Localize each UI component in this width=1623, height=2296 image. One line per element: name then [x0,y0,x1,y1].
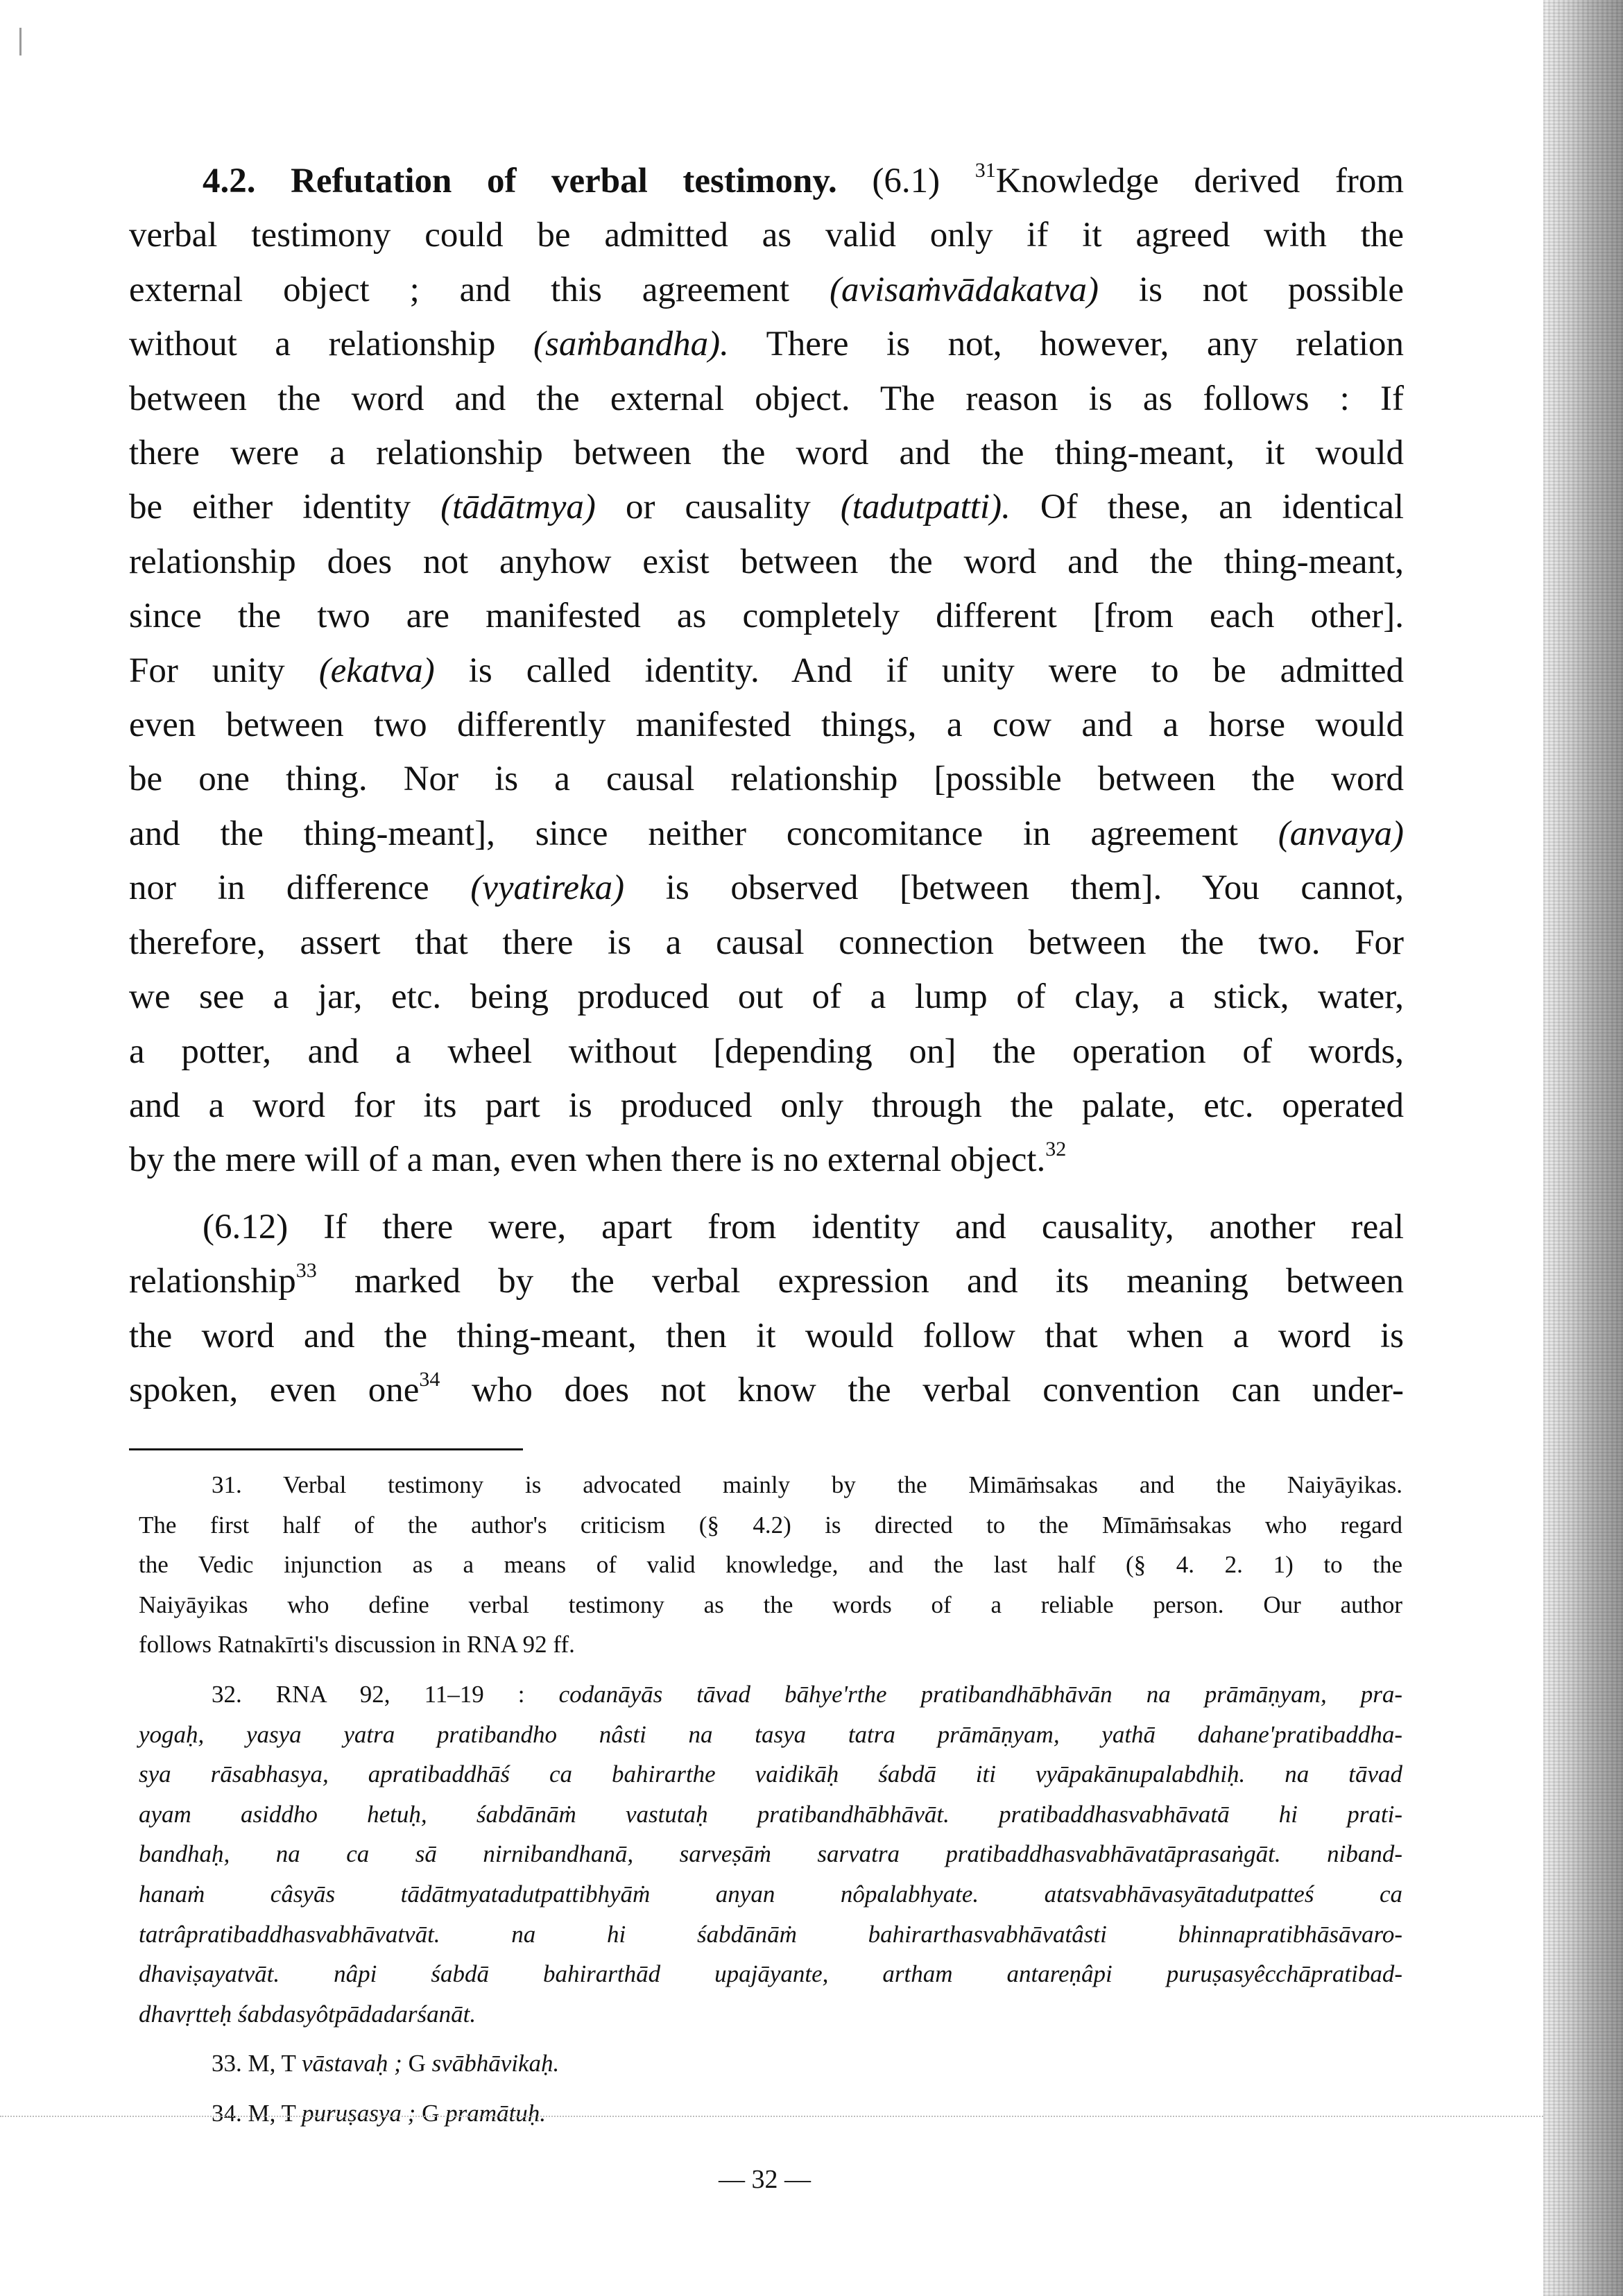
paragraph-ref: (6.12) [203,1207,289,1246]
term: (vyatireka) [470,868,625,908]
footnote-line: hanaṁ câsyās tādātmyatadutpattibhyāṁ anyan nôpalabhyate. atatsvabhāvasyātadutpatteś ca [139,1880,1402,1908]
footnote-line: bandhaḥ, na ca sā nirnibandhanā, sarveṣāṁ sarvatra pratibaddhasvabhāvatāprasaṅgāt. niband- [139,1840,1402,1868]
text-line: since the two are manifested as completely different [from each other]. [129,597,1404,636]
text-line: the word and the thing-meant, then it would follow that when a word is [129,1316,1404,1355]
section-number: 4.2. [203,162,256,200]
scan-mark [19,28,22,55]
text-line: relationship does not anyhow exist between the word and the thing-meant, [129,542,1404,581]
footnote-34: 34. M, T puruṣasya ; G pramātuḥ. [212,2099,546,2127]
text-line: by the mere will of a man, even when there is no external object.$^{32}$ [129,1138,1067,1180]
footnote-ref: 34 [419,1367,440,1391]
text-line: there were a relationship between the word and the thing-meant, it would [129,434,1404,473]
footnote-line: ayam asiddho hetuḥ, śabdānāṁ vastutaḥ pratibandhābhāvāt. pratibaddhasvabhāvatā hi prati- [139,1800,1402,1828]
term: (tadutpatti). [840,488,1011,527]
footnote-ref: 31 [974,159,996,182]
text-line: be either identity (tādātmya) or causality (tadutpatti). Of these, an identical [129,488,1405,527]
text-line: we see a jar, etc. being produced out of a lump of clay, a stick, water, [129,977,1404,1017]
text-line: a potter, and a wheel without [depending on] the operation of words, [129,1031,1404,1071]
text-line: For unity (ekatva) is called identity. And if unity were to be admitted [129,651,1405,690]
page-number: — 32 — [719,2165,811,2194]
main-text [129,154,1404,1417]
text-line: and the thing-meant], since neither concomitance in agreement (anvaya) [129,814,1405,853]
footnote-line: dhavṛtteḥ śabdasyôtpādadarśanāt. [139,2000,476,2028]
footnote-line: The first half of the author's criticism (§ 4.2) is directed to the Mīmāṁsakas who regard [139,1511,1402,1539]
term: (saṁbandha). [533,325,729,364]
text-line: relationship$^{33}$ marked by the verbal expression and its meaning between [129,1259,1404,1301]
term: (tādātmya) [440,488,596,527]
footnotes [139,1465,1402,2143]
text-line: without a relationship (saṁbandha). There is not, however, any relation [129,325,1404,364]
text-line: nor in difference (vyatireka) is observed [between them]. You cannot, [129,868,1405,908]
text-line: 4.2. Refutation of verbal testimony. (6.1) $^{31}$Knowledge derived from [203,159,1405,200]
text-line: therefore, assert that there is a causal connection between the two. For [129,923,1404,962]
text-line: spoken, even one$^{34}$ who does not know the verbal convention can under- [129,1367,1404,1410]
paragraph-ref: (6.1) [872,162,941,200]
footnote-line: yogaḥ, yasya yatra pratibandho nâsti na tasya tatra prāmāṇyam, yathā dahane'pratibaddha- [139,1720,1402,1748]
footnote-32: 32. RNA 92, 11–19 : codanāyās tāvad bāhye'rthe pratibandhābhāvān na prāmāṇyam, pra- [212,1680,1403,1708]
term: (anvaya) [1278,814,1405,853]
text-line: even between two differently manifested things, a cow and a horse would [129,705,1404,745]
text-line: be one thing. Nor is a causal relationship [possible between the word [129,760,1404,799]
text-line: (6.12) If there were, apart from identity and causality, another real [203,1207,1405,1246]
scan-dotted-line [0,2116,1543,2117]
footnote-33: 33. M, T vāstavaḥ ; G svābhāvikaḥ. [212,2050,560,2077]
term: (ekatva) [318,651,435,690]
text-line: external object ; and this agreement (avisaṁvādakatva) is not possible [129,270,1405,309]
term: (avisaṁvādakatva) [829,270,1099,309]
footnote-ref: 33 [295,1259,317,1283]
footnote-rule [129,1448,523,1450]
scan-edge-shadow [1543,0,1623,2296]
footnote-31: 31. Verbal testimony is advocated mainly by the Mimāṁsakas and the Naiyāyikas. [212,1471,1402,1498]
section-title: Refutation of verbal testimony. [291,162,837,200]
text-line: and a word for its part is produced only through the palate, etc. operated [129,1086,1404,1125]
footnote-line: the Vedic injunction as a means of valid knowledge, and the last half (§ 4. 2. 1) to the [139,1551,1402,1579]
text-line: between the word and the external object. The reason is as follows : If [129,379,1404,418]
paragraph-gap [129,1188,1404,1200]
footnote-line: Naiyāyikas who define verbal testimony as the words of a reliable person. Our author [139,1591,1402,1618]
footnote-line: dhaviṣayatvāt. nâpi śabdā bahirarthād upajāyante, artham antareṇâpi puruṣasyêcchāpratibad- [139,1960,1402,1988]
footnote-line: sya rāsabhasya, apratibaddhāś ca bahirarthe vaidikāḥ śabdā iti vyāpakānupalabdhiḥ. na tāvad [139,1760,1402,1788]
footnote-line: tatrâpratibaddhasvabhāvatvāt. na hi śabdānāṁ bahirarthasvabhāvatâsti bhinnapratibhāsāvaro- [139,1920,1402,1948]
footnote-line: follows Ratnakīrti's discussion in RNA 92 ff. [139,1631,575,1659]
text-line: verbal testimony could be admitted as valid only if it agreed with the [129,216,1404,255]
footnote-ref: 32 [1045,1138,1067,1161]
